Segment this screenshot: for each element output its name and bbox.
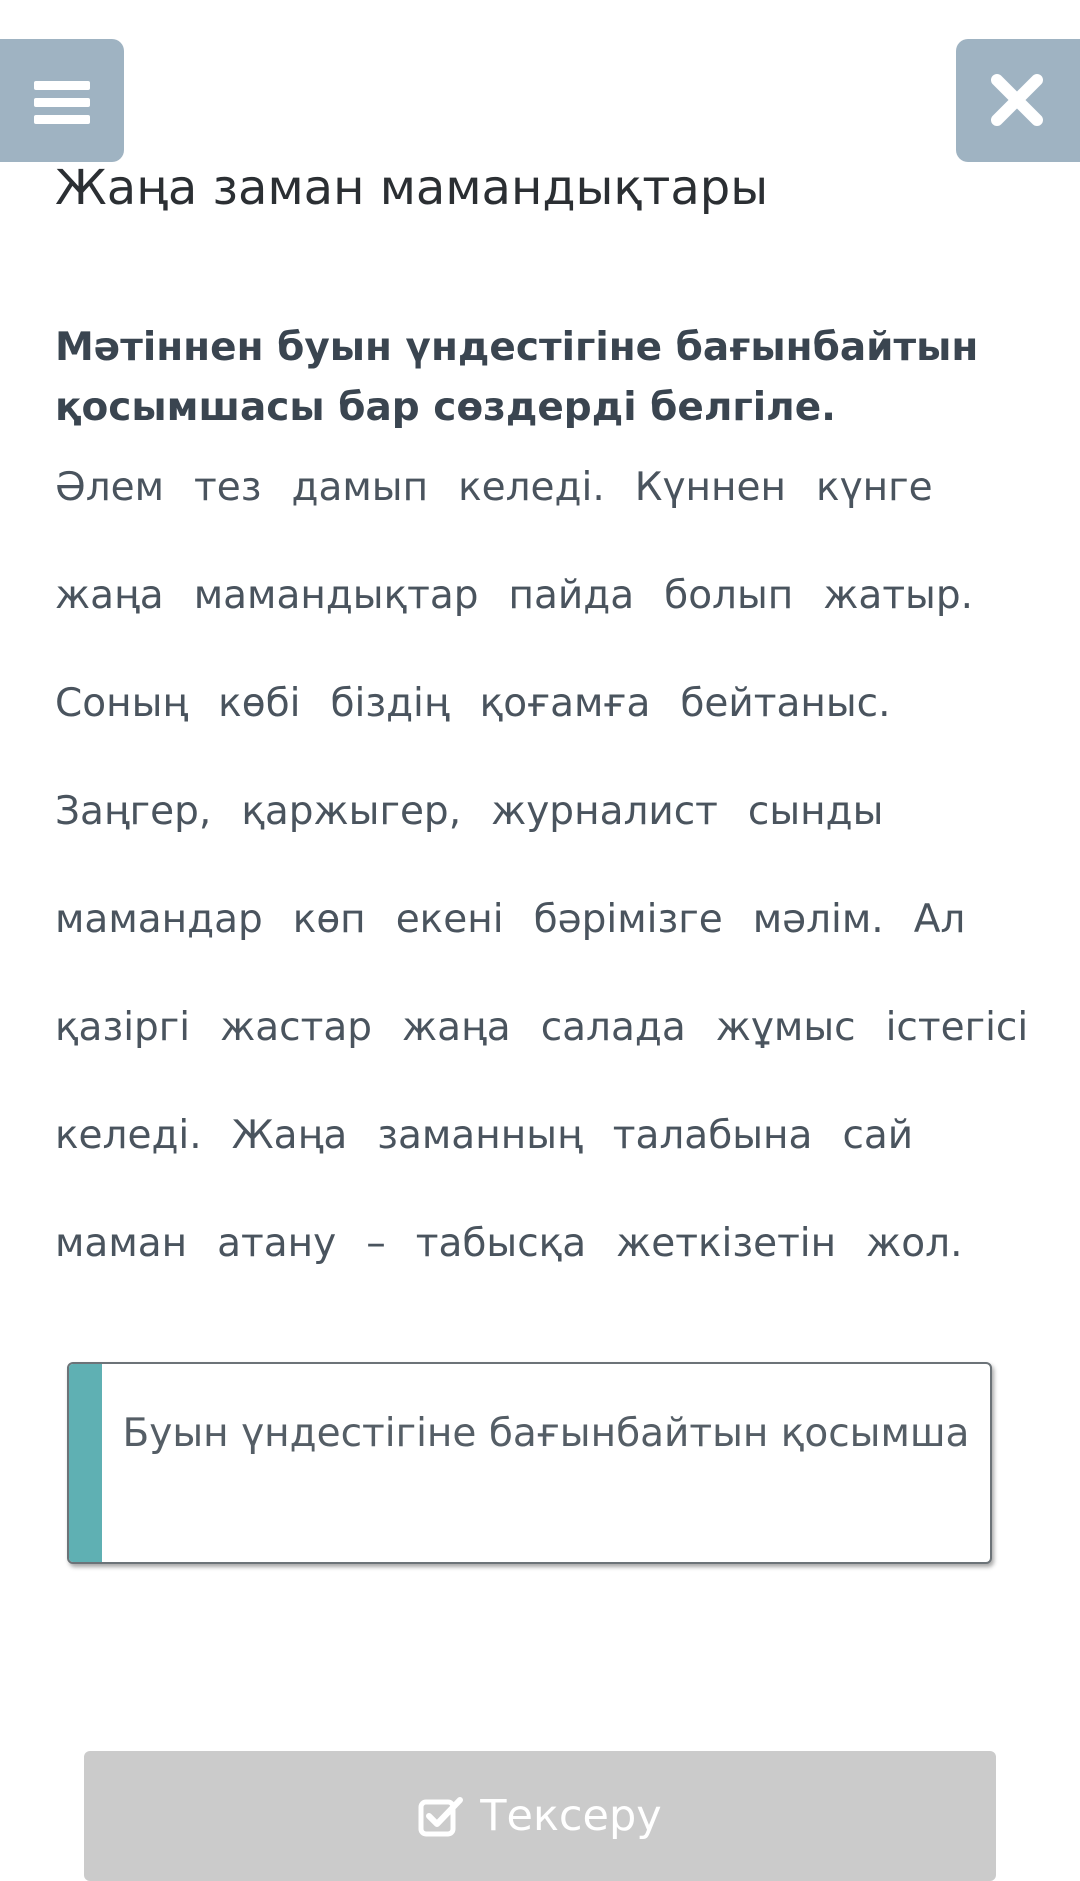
passage-word[interactable]: заманның <box>377 1113 583 1158</box>
passage-word[interactable]: мамандар <box>55 897 263 942</box>
passage-line <box>55 1101 1015 1209</box>
passage-word[interactable]: күнге <box>816 465 933 510</box>
passage-word[interactable]: жеткізетін <box>616 1221 837 1266</box>
passage-word[interactable]: қаржыгер, <box>241 789 462 834</box>
passage-line <box>55 669 1015 777</box>
passage-word[interactable]: дамып <box>291 465 429 510</box>
passage-word[interactable]: сай <box>842 1113 914 1158</box>
passage-word[interactable]: бәрімізге <box>533 897 723 942</box>
checkbox-checked-icon <box>418 1795 464 1837</box>
answer-category-card[interactable] <box>67 1362 992 1564</box>
passage-word[interactable]: істегісі <box>885 1005 1029 1050</box>
passage-word[interactable]: қоғамға <box>479 681 651 726</box>
passage-word[interactable]: Күннен <box>634 465 787 510</box>
passage-word[interactable]: салада <box>540 1005 686 1050</box>
passage-word[interactable]: жол. <box>866 1221 963 1266</box>
passage-word[interactable]: көбі <box>218 681 301 726</box>
passage-word[interactable]: сынды <box>747 789 884 834</box>
passage-word[interactable]: екені <box>395 897 504 942</box>
passage-word[interactable]: қазіргі <box>55 1005 191 1050</box>
passage-word[interactable]: жатыр. <box>823 573 973 618</box>
passage-word[interactable]: журналист <box>491 789 718 834</box>
passage-word[interactable]: Заңгер, <box>55 789 212 834</box>
passage-word[interactable]: Соның <box>55 681 189 726</box>
card-accent-bar <box>69 1364 102 1562</box>
check-button-label: Тексеру <box>480 1791 662 1841</box>
passage-line <box>55 561 1015 669</box>
close-button[interactable] <box>956 39 1080 162</box>
passage-word[interactable]: талабына <box>612 1113 813 1158</box>
passage-word[interactable]: келеді. <box>55 1113 202 1158</box>
passage-word[interactable]: Ал <box>913 897 966 942</box>
passage-word[interactable]: жастар <box>220 1005 372 1050</box>
passage-word[interactable]: мамандықтар <box>193 573 479 618</box>
passage-word[interactable]: табысқа <box>415 1221 587 1266</box>
close-icon <box>989 74 1045 126</box>
passage-word[interactable]: Жаңа <box>231 1113 348 1158</box>
passage-word[interactable]: көп <box>292 897 366 942</box>
passage-word[interactable]: маман <box>55 1221 188 1266</box>
passage-word[interactable]: келеді. <box>458 465 605 510</box>
menu-button[interactable] <box>0 39 124 162</box>
passage-line <box>55 453 1015 561</box>
check-button[interactable] <box>84 1751 996 1881</box>
lesson-title: Жаңа заман мамандықтары <box>55 160 769 216</box>
passage-word[interactable]: пайда <box>508 573 635 618</box>
passage-word[interactable]: бейтаныс. <box>680 681 891 726</box>
passage-word[interactable]: Әлем <box>55 465 165 510</box>
passage-line <box>55 777 1015 885</box>
passage-word[interactable]: жаңа <box>55 573 164 618</box>
passage-word[interactable]: тез <box>194 465 262 510</box>
passage-word[interactable]: атану <box>217 1221 337 1266</box>
passage-word[interactable]: біздің <box>330 681 450 726</box>
passage-text <box>55 453 1029 1317</box>
passage-line <box>55 885 1015 993</box>
passage-word[interactable]: жұмыс <box>715 1005 856 1050</box>
passage-line <box>55 1209 1015 1317</box>
passage-word[interactable]: болып <box>664 573 794 618</box>
answer-category-label: Буын үндестігіне бағынбайтын қосымша <box>122 1411 970 1456</box>
passage-word[interactable]: жаңа <box>401 1005 511 1050</box>
task-instruction: Мәтіннен буын үндестігіне бағынбайтын қосымшасы бар сөздерді белгіле. <box>55 325 979 430</box>
passage-line <box>55 993 1029 1101</box>
passage-word[interactable]: мәлім. <box>752 897 884 942</box>
passage-word[interactable]: – <box>366 1221 386 1266</box>
